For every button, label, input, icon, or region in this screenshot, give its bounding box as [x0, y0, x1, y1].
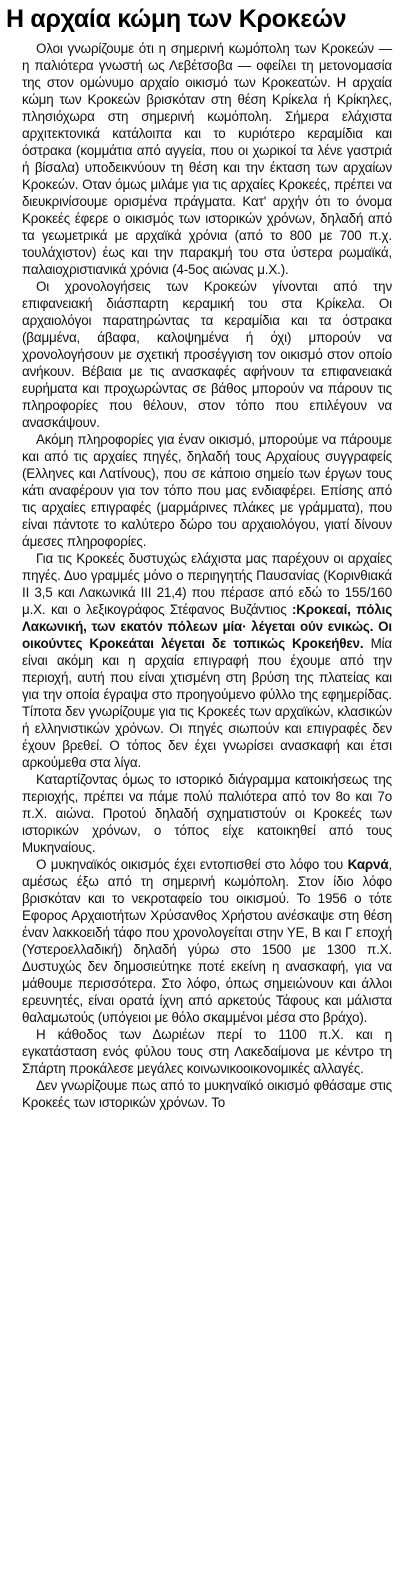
- paragraph-text: Καταρτίζοντας όμως το ιστορικό διάγραμμα κατοικήσεως της περιοχής, πρέπει να πάμε πολύ παλιότερα από τον 8ο και 7ο π.Χ. αιώνα. Προτού δηλαδή σχηματιστούν οι Κροκεές των ιστορικών χρόνων, ο τόπος είχε κατοικηθεί από τους Μυκηναίους.: [22, 772, 392, 855]
- paragraph-text: Οι χρονολογήσεις των Κροκεών γίνονται από την επιφανειακή διάσπαρτη κεραμική του στα Κρίκελα. Οι αρχαιολόγοι παρατηρώντας τα κεραμίδια και τα όστρακα (βαμμένα, άβαφα, καλοψημένα ή όχι) μπορούν να χρονολογήσουν με σχετική προσέγγιση τον οικισμό στον οποίο ανήκουν. Βέβαια με τις ανασκαφές αφήνουν τα επιφανειακά ευρήματα και προχωρώντας σε βάθος μπορούν να πάρουν τις πληροφορίες που θέλουν, στον τόπο που επιλέγουν να ανασκάψουν.: [22, 279, 392, 430]
- paragraph-8: [22, 1077, 392, 1111]
- paragraph-text: Δεν γνωρίζουμε πως από το μυκηναϊκό οικισμό φθάσαμε στις Κροκεές των ιστορικών χρόνων. Το: [22, 1078, 392, 1110]
- paragraph-5: [22, 771, 392, 856]
- paragraph-2: [22, 278, 392, 431]
- paragraph-4: [22, 550, 392, 771]
- paragraph-text: Ο μυκηναϊκός οικισμός έχει εντοπισθεί στο λόφο του: [36, 857, 348, 872]
- paragraph-7: [22, 1026, 392, 1077]
- paragraph-text: Για τις Κροκεές δυστυχώς ελάχιστα μας παρέχουν οι αρχαίες πηγές. Δυο γραμμές μόνο ο περιηγητής Παυσανίας (Κορινθιακά ΙΙ 3,5 και Λακωνικά ΙΙΙ 21,4) που πέρασε από εδώ το 155/160 μ.Χ. και ο λεξικογράφος Στέφανος Βυζάντιος: [22, 551, 392, 617]
- paragraph-text: Ακόμη πληροφορίες για έναν οικισμό, μπορούμε να πάρουμε και από τις αρχαίες πηγές, δηλαδή τους Αρχαίους συγγραφείς (Ελληνες και Λατίνους), που σε κάποιο σημείο των έργων τους κάτι αναφέρουν για τον τόπο που μας ενδιαφέρει. Επίσης από τις αρχαίες επιγραφές (μαρμάρινες πλάκες με γράμματα), που είναι πάντοτε το καλύτερο δώρο του αρχαιολόγου, γιατί δίνουν άμεσες πληροφορίες.: [22, 432, 392, 549]
- karnas-hill-name: Καρνά: [347, 857, 389, 872]
- paragraph-1: [22, 40, 392, 278]
- paragraph-text: Η κάθοδος των Δωριέων περί το 1100 π.Χ. και η εγκατάσταση ενός φύλου τους στη Λακεδαίμονα με κέντρο τη Σπάρτη προκάλεσε μεγάλες κοινωνικοοικονομικές αλλαγές.: [22, 1027, 392, 1076]
- paragraph-3: [22, 431, 392, 550]
- article-title: Η αρχαία κώμη των Κροκεών: [6, 5, 347, 33]
- paragraph-text: , αμέσως έξω από τη σημερινή κωμόπολη. Στον ίδιο λόφο βρισκόταν και το νεκροταφείο του οικισμού. Το 1956 ο τότε Εφορος Αρχαιοτήτων Χρύσανθος Χρήστου ανέσκαψε στη θέση έναν λακκοειδή τάφο που χρονολογείται στην ΥΕ, Β και Γ εποχή (Υστεροελλαδική) δηλαδή γύρω στο 1500 με 1300 π.Χ. Δυστυχώς δεν δημοσιεύτηκε ποτέ εκείνη η ανασκαφή, για να μάθουμε περισσότερα. Στο λόφο, όπως σημειώνουν και άλλοι ερευνητές, είναι ορατά ίχνη από αρκετούς Τάφους και μάλιστα θαλαμωτούς (υπόγειοι με θόλο σκαμμένοι μέσα στο βράχο).: [22, 857, 392, 1025]
- article-body: [6, 40, 394, 1111]
- paragraph-6: [22, 856, 392, 1026]
- stephanos-quotation: :Κροκεαί, πόλις Λακωνική, των εκατόν πόλεων μία· λέγεται ούν ενικώς. Οι οικούντες Κροκεάται λέγεται δε τοπικώς Κροκεήθεν.: [22, 602, 393, 651]
- paragraph-text: Μία είναι ακόμη και η αρχαία επιγραφή που έχουμε από την περιοχή, αυτή που είναι χτισμένη στη βρύση της πλατείας και για την οποία έγραψα στο προηγούμενο φύλλο της εφημερίδας. Τίποτα δεν γνωρίζουμε για τις Κροκεές των αρχαϊκών, κλασικών ή ελληνιστικών χρόνων. Οι πηγές σιωπούν και επιγραφές δεν έχουν βρεθεί. Ο τόπος δεν έχει γνωρίσει ανασκαφή και έτσι αρκούμεθα στα λίγα.: [22, 636, 392, 770]
- paragraph-text: Ολοι γνωρίζουμε ότι η σημερινή κωμόπολη των Κροκεών — η παλιότερα γνωστή ως Λεβέτσοβα — οφείλει τη μετονομασία της στον ομώνυμο αρχαίο οικισμό των Κροκεατών. Η αρχαία κώμη των Κροκεών βρισκόταν στη θέση Κρίκελα ή Κρίκηλες, πλησιόχωρα στη σημερινή κωμόπολη. Σήμερα ελάχιστα αρχιτεκτονικά κατάλοιπα και το κυριότερο κεραμίδια και όστρακα (κομμάτια από αγγεία, που οι χωρικοί τα λένε γαστριά ή βίσαλα) υποδεικνύουν τη θέση και την έκταση των αρχαίων Κροκεών. Οταν όμως μιλάμε για τις αρχαίες Κροκεές, πρέπει να διευκρινίσουμε ορισμένα πράγματα. Κατ' αρχήν ότι το όνομα Κροκεές έφερε ο οικισμός των ιστορικών χρόνων, δηλαδή από τα γεωμετρικά με αρχαϊκά χρόνια (από το 800 με 700 π.χ. τουλάχιστον) έως και την παρακμή του στα ύστερα ρωμαϊκά, παλαιοχριστιανικά χρόνια (4-5ος αιώνας μ.Χ.).: [22, 41, 392, 277]
